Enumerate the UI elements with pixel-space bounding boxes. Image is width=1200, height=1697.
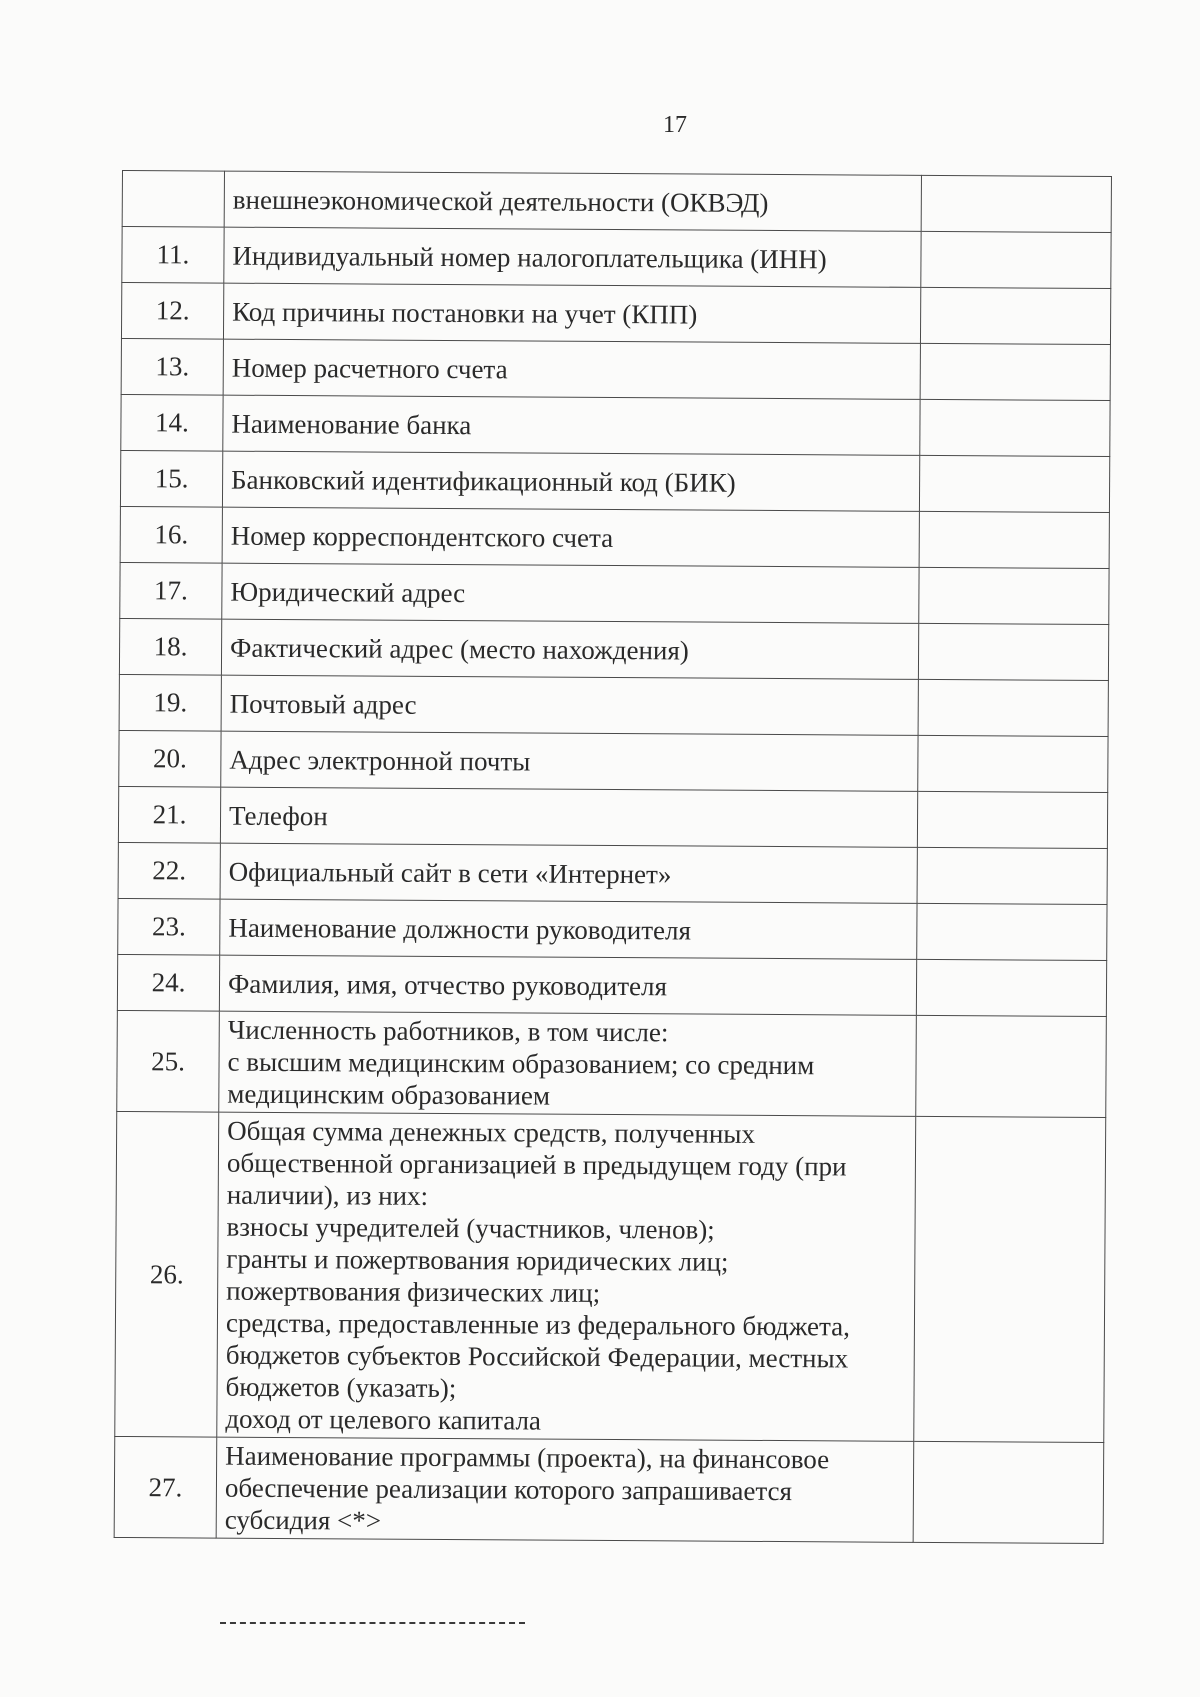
row-number: 16.	[120, 506, 222, 563]
row-label-line: Код причины постановки на учет (КПП)	[232, 296, 698, 330]
row-value-cell[interactable]	[917, 791, 1108, 848]
row-number: 19.	[119, 674, 221, 731]
row-value-cell[interactable]	[913, 1116, 1105, 1442]
row-label-line: общественной организацией в предыдущем году (при	[226, 1147, 847, 1182]
row-number: 21.	[118, 786, 220, 843]
row-number: 26.	[115, 1111, 219, 1437]
row-label-line: наличии), из них:	[226, 1179, 429, 1211]
row-value-cell[interactable]	[916, 903, 1107, 960]
row-value-cell[interactable]	[920, 343, 1111, 400]
row-label	[221, 675, 918, 735]
footnote-separator	[220, 1622, 525, 1624]
row-label-line: Юридический адрес	[230, 576, 466, 608]
row-label-line: бюджетов субъектов Российской Федерации, местных	[225, 1339, 849, 1374]
row-number: 12.	[121, 283, 223, 340]
row-label-line: Наименование банка	[231, 408, 472, 440]
row-label-line: Индивидуальный номер налогоплательщика (ИНН)	[232, 240, 827, 274]
page-number: 17	[663, 112, 687, 138]
table-row	[118, 898, 1107, 960]
row-label-line: Численность работников, в том числе:	[227, 1014, 669, 1048]
row-label	[217, 1112, 916, 1441]
table-row	[119, 674, 1108, 736]
row-value-cell[interactable]	[916, 959, 1107, 1016]
row-number: 14.	[121, 394, 223, 451]
row-value-cell[interactable]	[918, 623, 1109, 680]
row-number: 15.	[120, 450, 222, 507]
row-value-cell[interactable]	[921, 175, 1112, 232]
table-row	[117, 1010, 1107, 1117]
row-label	[224, 171, 921, 231]
row-label	[223, 283, 920, 343]
row-number: 27.	[114, 1436, 217, 1538]
table-row	[119, 730, 1108, 792]
table-row	[120, 450, 1109, 512]
row-label-line: средства, предоставленные из федерального бюджета,	[225, 1307, 850, 1342]
row-number: 24.	[117, 954, 219, 1011]
row-label-line: Адрес электронной почты	[229, 744, 531, 777]
row-value-cell[interactable]	[917, 847, 1108, 904]
row-label-line: Телефон	[228, 800, 328, 831]
table-row	[119, 618, 1108, 680]
row-label	[216, 1437, 913, 1542]
row-label	[219, 1011, 916, 1116]
row-number: 17.	[120, 562, 222, 619]
row-label	[220, 787, 917, 847]
row-value-cell[interactable]	[913, 1441, 1104, 1543]
row-label	[220, 899, 917, 959]
row-label-line: внешнеэкономической деятельности (ОКВЭД)	[232, 184, 769, 218]
row-label-line: Почтовый адрес	[229, 688, 417, 720]
row-label-line: Общая сумма денежных средств, полученных	[227, 1115, 756, 1149]
row-label	[223, 395, 920, 455]
table-row	[122, 171, 1111, 233]
row-label-line: Фамилия, имя, отчество руководителя	[227, 968, 668, 1001]
row-number: 23.	[118, 898, 220, 955]
row-value-cell[interactable]	[918, 679, 1109, 736]
row-value-cell[interactable]	[915, 1015, 1106, 1117]
row-number: 13.	[121, 338, 223, 395]
table-row	[117, 954, 1106, 1016]
row-label	[222, 563, 919, 623]
row-number: 22.	[118, 842, 220, 899]
row-label-line: с высшим медицинским образованием; со средним	[227, 1046, 815, 1081]
row-value-cell[interactable]	[919, 511, 1110, 568]
row-label	[221, 619, 918, 679]
row-label	[222, 451, 919, 511]
organization-info-table	[114, 170, 1112, 1544]
table-row	[115, 1111, 1106, 1442]
row-value-cell[interactable]	[917, 735, 1108, 792]
table-row	[120, 562, 1109, 624]
row-label-line: пожертвования физических лиц;	[226, 1275, 601, 1308]
table-row	[118, 786, 1107, 848]
row-label	[220, 843, 917, 903]
table-row	[114, 1436, 1104, 1543]
row-label-line: медицинским образованием	[227, 1078, 551, 1111]
row-value-cell[interactable]	[918, 567, 1109, 624]
row-label-line: Банковский идентификационный код (БИК)	[231, 464, 736, 498]
row-label-line: Номер расчетного счета	[231, 352, 508, 384]
row-value-cell[interactable]	[920, 231, 1111, 288]
row-label	[223, 339, 920, 399]
row-label-line: субсидия <*>	[224, 1504, 382, 1536]
row-label-line: гранты и пожертвования юридических лиц;	[226, 1243, 729, 1277]
row-value-cell[interactable]	[919, 455, 1110, 512]
row-label-line: обеспечение реализации которого запрашивается	[224, 1472, 793, 1507]
table-row	[121, 338, 1110, 400]
row-label	[221, 731, 918, 791]
table-row	[121, 283, 1110, 345]
row-label-line: взносы учредителей (участников, членов);	[226, 1211, 715, 1245]
table-row	[118, 842, 1107, 904]
row-number: 18.	[119, 618, 221, 675]
table-row	[120, 506, 1109, 568]
row-label-line: Номер корреспондентского счета	[230, 520, 614, 553]
row-label	[224, 227, 921, 287]
table-row	[122, 227, 1111, 289]
row-label	[219, 955, 916, 1015]
row-label	[222, 507, 919, 567]
row-label-line: доход от целевого капитала	[225, 1403, 542, 1436]
row-label-line: бюджетов (указать);	[225, 1371, 457, 1404]
row-number: 20.	[119, 730, 221, 787]
row-value-cell[interactable]	[919, 399, 1110, 456]
row-label-line: Фактический адрес (место нахождения)	[229, 632, 689, 665]
row-label-line: Наименование должности руководителя	[228, 912, 692, 945]
table-body	[114, 171, 1111, 1544]
row-value-cell[interactable]	[920, 287, 1111, 344]
row-label-line: Официальный сайт в сети «Интернет»	[228, 856, 672, 889]
row-number	[122, 171, 224, 228]
row-number: 11.	[122, 227, 224, 284]
row-number: 25.	[117, 1010, 220, 1112]
row-label-line: Наименование программы (проекта), на финансовое	[225, 1440, 830, 1475]
table-row	[121, 394, 1110, 456]
